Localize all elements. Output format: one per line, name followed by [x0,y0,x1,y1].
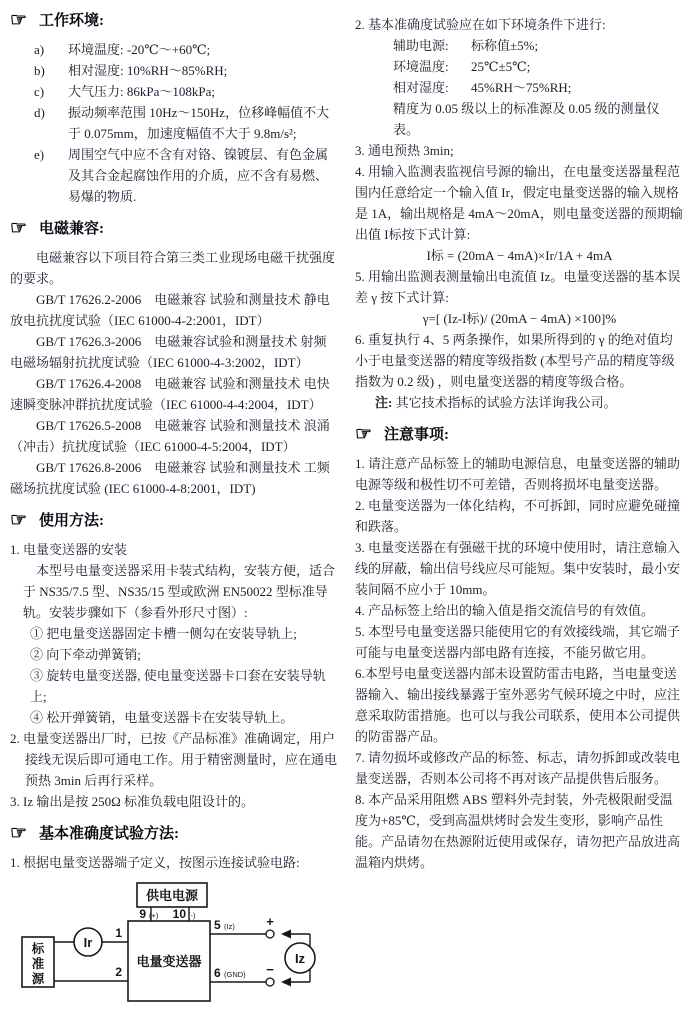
condition-value: 25℃±5℃; [471,59,531,74]
condition-value: 45%RH～75%RH; [471,80,572,95]
list-item [10,144,339,207]
terminal-1-label: 1 [115,926,122,940]
list-item-label: d) [34,105,45,120]
list-item-text: 振动频率范围 10Hz～150Hz，位移峰幅值不大于 0.075mm，加速度幅值不大于 9.8m/s²; [68,105,330,141]
list-item-label: a) [34,42,45,57]
condition-label: 环境温度: [393,59,449,74]
terminal-10-label: 10 [172,907,186,921]
note-line [355,392,684,413]
plus-sign: + [266,914,274,929]
terminal-10-sub: (-) [188,911,196,920]
note-text: 其它技术指标的试验方法详询我公司。 [392,395,617,410]
section-header-work-env [10,10,339,32]
emc-standard: GB/T 17626.2-2006 电磁兼容 试验和测量技术 静电放电抗扰度试验（IEC 61000-4-2:2001，IDT） [10,292,330,328]
precaution-item: 3. 电量变送器在有强磁干扰的环境中使用时，请注意输入线的屏蔽，输出信号线应尽可能短。集中安装时，最小安装间隔不应小于 10mm。 [355,540,681,597]
precaution-item: 7. 请勿损坏或修改产品的标签、标志，请勿拆卸或改装电量变送器，否则本公司将不再对该产品提供售后服务。 [355,750,681,786]
list-item [10,102,339,144]
section-title-precautions: 注意事项: [384,427,450,443]
terminal-9-sub: (+) [149,911,159,920]
usage-item2: 2. 电量变送器出厂时，已按《产品标准》准确调定，用户接线无误后即可通电工作。用于精密测量时，应在通电预热 3min 后再行采样。 [10,731,338,788]
list-item-text: 大气压力: 86kPa～108kPa; [68,84,215,99]
standard-source-char: 标 [31,942,45,956]
usage-step: ① 把电量变送器固定卡槽一侧勾在安装导轨上; [30,626,297,641]
section-header-precautions [355,424,684,446]
accuracy-item6: 6. 重复执行 4、5 两条操作，如果所得到的 γ 的绝对值均小于电量变送器的精度等级指数 (本型号产品的精度等级指数为 0.2 级) ，则电量变送器的精度等级合格。 [355,332,675,389]
terminal-5-sub: (Iz) [224,922,235,931]
terminal-6-label: 6 [214,966,221,980]
input-meter-label: Ir [83,935,93,950]
test-circuit-diagram [10,879,339,1012]
accuracy-item3: 3. 通电预热 3min; [355,143,454,158]
list-item [10,81,339,102]
emc-standard: GB/T 17626.5-2008 电磁兼容 试验和测量技术 浪涌（冲击）抗扰度试验（IEC 61000-4-5:2004，IDT） [10,418,330,454]
condition-value: 标称值±5%; [471,38,539,53]
arrowhead-icon [281,978,291,987]
list-item-label: b) [34,63,45,78]
precaution-item: 2. 电量变送器为一体化结构，不可拆卸，同时应避免碰撞和跌落。 [355,498,681,534]
condition-row [355,35,684,56]
power-supply-label: 供电电源 [145,888,199,903]
list-item-text: 相对湿度: 10%RH～85%RH; [68,63,228,78]
section-title-emc: 电磁兼容: [39,221,105,237]
section-title-usage: 使用方法: [39,513,105,529]
emc-standard: GB/T 17626.3-2006 电磁兼容试验和测量技术 射频电磁场辐射抗扰度试验（IEC 61000-4-3:2002，IDT） [10,334,327,370]
terminal-9-label: 9 [139,907,146,921]
terminal-circle [266,930,274,938]
emc-intro: 电磁兼容以下项目符合第三类工业现场电磁干扰强度的要求。 [10,250,336,286]
work-env-list [10,39,339,207]
usage-item3: 3. Iz 输出是按 250Ω 标准负载电阻设计的。 [10,794,255,809]
list-item-text: 环境温度: -20℃～+60℃; [68,42,211,57]
terminal-5-label: 5 [214,918,221,932]
terminal-circle [266,978,274,986]
precaution-item: 5. 本型号电量变送器只能使用它的有效接线端，其它端子可能与电量变送器内部电路有连接，不能另做它用。 [355,624,681,660]
arrowhead-icon [281,930,291,939]
terminal-6-sub: (GND) [224,970,246,979]
usage-item1-body: 本型号电量变送器采用卡装式结构，安装方便，适合于 NS35/7.5 型、NS35/15 型或欧洲 EN50022 型标准导轨。安装步骤如下（参看外形尺寸图）: [23,563,336,620]
list-item [10,39,339,60]
circuit-svg [10,879,342,1006]
condition-label: 辅助电源: [393,38,449,53]
precaution-item: 1. 请注意产品标签上的辅助电源信息，电量变送器的辅助电源等级和极性切不可差错，否则将损坏电量变送器。 [355,456,681,492]
section-title-work-env: 工作环境: [39,13,105,29]
list-item-label: c) [34,84,45,99]
precaution-item: 4. 产品标签上给出的输入值是指交流信号的有效值。 [355,603,655,618]
formula-expected-output: I标 = (20mA − 4mA)×Ir/1A + 4mA [426,248,613,263]
emc-standard: GB/T 17626.8-2006 电磁兼容 试验和测量技术 工频磁场抗扰度试验 (IEC 61000-4-8:2001，IDT) [10,460,330,496]
section-header-accuracy [10,823,339,845]
pointing-hand-icon: ☞ [10,10,28,31]
section-title-accuracy: 基本准确度试验方法: [39,826,180,842]
list-item-text: 周围空气中应不含有对铬、镍镀层、有色金属及其合金起腐蚀作用的介质，应不含有易燃、易爆的物质. [68,147,329,204]
condition-row [355,77,684,98]
standard-source-char: 源 [31,972,45,986]
standard-source-char: 准 [31,957,45,971]
accuracy-item5: 5. 用输出监测表测量输出电流值 Iz。电量变送器的基本误差 γ 按下式计算: [355,269,681,305]
left-column [10,6,339,1012]
pointing-hand-icon: ☞ [10,823,28,844]
usage-step: ② 向下牵动弹簧销; [30,647,141,662]
pointing-hand-icon: ☞ [10,218,28,239]
usage-step: ④ 松开弹簧销，电量变送器卡在安装导轨上。 [30,710,294,725]
note-label: 注: [375,395,393,410]
list-item [10,60,339,81]
formula-basic-error: γ=[ (Iz-I标)/ (20mA − 4mA) ×100]% [422,311,617,326]
pointing-hand-icon: ☞ [355,424,373,445]
condition-row [355,56,684,77]
accuracy-item1: 1. 根据电量变送器端子定义，按图示连接试验电路: [10,855,300,870]
output-meter-label: Iz [294,951,306,966]
usage-item1-head: 1. 电量变送器的安装 [10,542,128,557]
precision-line: 精度为 0.05 级以上的标准源及 0.05 级的测量仪表。 [393,101,660,137]
pointing-hand-icon: ☞ [10,510,28,531]
usage-step: ③ 旋转电量变送器, 使电量变送器卡口套在安装导轨上; [30,668,326,704]
section-header-usage [10,510,339,532]
accuracy-item4: 4. 用输入监测表监视信号源的输出，在电量变送器量程范围内任意给定一个输入值 Ir，假定电量变送器的输入规格是 1A，输出规格是 4mA～20mA，则电量变送器的预期输出值 I标按下式计算: [355,164,683,242]
accuracy-item2-head: 2. 基本准确度试验应在如下环境条件下进行: [355,17,606,32]
transmitter-label: 电量变送器 [136,954,202,969]
condition-label: 相对湿度: [393,80,449,95]
right-column [355,6,684,1012]
minus-sign: − [266,962,274,977]
terminal-2-label: 2 [115,965,122,979]
emc-standard: GB/T 17626.4-2008 电磁兼容 试验和测量技术 电快速瞬变脉冲群抗扰度试验（IEC 61000-4-4:2004，IDT） [10,376,330,412]
section-header-emc [10,218,339,240]
precaution-item: 8. 本产品采用阻燃 ABS 塑料外壳封装，外壳极限耐受温度为+85℃，受到高温烘烤时会发生变形，影响产品性能。产品请勿在热源附近使用或保存，请勿把产品放进高温箱内烘烤。 [355,792,681,870]
list-item-label: e) [34,147,45,162]
precaution-item: 6.本型号电量变送器内部未设置防雷击电路，当电量变送器输入、输出接线暴露于室外恶劣气候环境之中时，应注意采取防雷措施。也可以与我公司联系，使用本公司提供的防雷器产品。 [355,666,681,744]
